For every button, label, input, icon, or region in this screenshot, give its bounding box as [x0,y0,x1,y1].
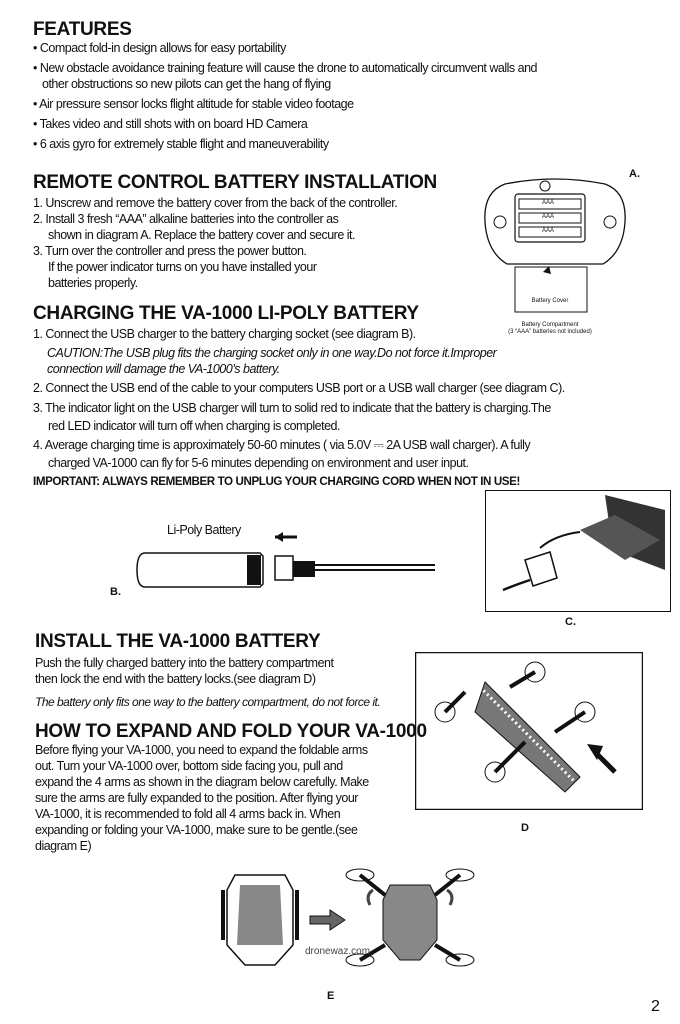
charging-step-4-cont: charged VA-1000 can fly for 5-6 minutes depending on environment and user input. [48,456,469,470]
expand-instructions [35,742,369,854]
charging-step-3: 3. The indicator light on the USB charger will turn to solid red to indicate that the battery is charging.The [33,401,551,415]
feature-item: • Takes video and still shots with on board HD Camera [33,117,308,131]
expand-heading: HOW TO EXPAND AND FOLD YOUR VA-1000 [35,721,427,742]
important-note: IMPORTANT: ALWAYS REMEMBER TO UNPLUG YOUR CHARGING CORD WHEN NOT IN USE! [33,475,520,488]
charging-heading: CHARGING THE VA-1000 LI-POLY BATTERY [33,303,419,324]
remote-instructions [33,195,397,291]
diagram-e-label: E [327,990,335,1002]
compartment-line-2: (3 “AAA” batteries not included) [508,329,592,335]
charging-instructions [33,326,565,471]
expand-line-1: Before flying your VA-1000, you need to expand the foldable arms [35,743,368,757]
drone-fold-expand-diagram [215,860,475,975]
remote-step-3-cont: batteries properly. [48,276,138,290]
battery-charging-diagram [135,528,435,598]
diagram-b-label: B. [110,586,121,598]
compartment-line-1: Battery Compartment [521,322,579,328]
install-note: The battery only fits one way to the battery compartment, do not force it. [35,695,381,709]
aaa-label-2: AAA [541,214,554,220]
charging-step-1: 1. Connect the USB charger to the battery charging socket (see diagram B). [33,327,416,341]
diagram-c-label: C. [565,616,576,628]
remote-controller-diagram [475,172,635,342]
diagram-a-label: A. [629,168,640,180]
arrow-left-icon-head [275,532,283,542]
remote-heading: REMOTE CONTROL BATTERY INSTALLATION [33,172,437,193]
caution-line-1: CAUTION:The USB plug fits the charging socket only in one way.Do not force it.Improper [47,346,497,360]
charging-step-2: 2. Connect the USB end of the cable to your computers USB port or a USB wall charger (see diagram C). [33,381,565,395]
aaa-label-1: AAA [541,200,554,206]
page-number: 2 [651,998,660,1015]
charging-step-3-cont: red LED indicator will turn off when charging is completed. [48,419,340,433]
remote-step-2: 2. Install 3 fresh “AAA” alkaline batteries into the controller as [33,212,339,226]
li-poly-label: Li-Poly Battery [167,523,241,537]
feature-item: • Air pressure sensor locks flight altitude for stable video footage [33,97,354,111]
remote-step-1: 1. Unscrew and remove the battery cover from the back of the controller. [33,196,398,210]
features-list [33,40,537,152]
expand-line-5: VA-1000, it is recommended to fold all 4 arms back in. When [35,807,341,821]
remote-step-3-cont: If the power indicator turns on you have installed your [48,260,317,274]
expand-line-2: out. Turn your VA-1000 over, bottom side facing you, pull and [35,759,343,773]
caution-line-2: connection will damage the VA-1000’s battery. [47,362,280,376]
remote-step-3: 3. Turn over the controller and press the power button. [33,244,307,258]
expand-line-3: expand the 4 arms as shown in the diagram below carefully. Make [35,775,369,789]
battery-cover-label: Battery Cover [531,298,569,304]
feature-item: • 6 axis gyro for extremely stable flight and maneuverability [33,137,329,151]
arrow-right-icon [310,910,345,930]
drone-battery-diagram [415,652,643,810]
remote-step-2-cont: shown in diagram A. Replace the battery cover and secure it. [48,228,355,242]
diagram-d-label: D [521,822,529,834]
features-heading: FEATURES [33,19,132,40]
install-line-2: then lock the end with the battery locks.(see diagram D) [35,672,316,686]
install-line-1: Push the fully charged battery into the battery compartment [35,656,334,670]
feature-item-continued: other obstructions so new pilots can get the hang of flying [42,77,331,91]
install-heading: INSTALL THE VA-1000 BATTERY [35,631,321,652]
expand-line-6: expanding or folding your VA-1000, make sure to be gentle.(see [35,823,358,837]
feature-item: • Compact fold-in design allows for easy portability [33,41,286,55]
watermark: dronewaz.com [305,946,371,957]
laptop-usb-diagram [485,490,671,612]
install-instructions [35,655,333,687]
expand-line-7: diagram E) [35,839,92,853]
feature-item: • New obstacle avoidance training feature will cause the drone to automatically circumvent walls and [33,61,537,75]
aaa-label-3: AAA [541,228,554,234]
expand-line-4: sure the arms are fully expanded to the position. After flying your [35,791,358,805]
charging-step-4: 4. Average charging time is approximately 50-60 minutes ( via 5.0V ⎓ 2A USB wall charger). A fully [33,438,531,452]
